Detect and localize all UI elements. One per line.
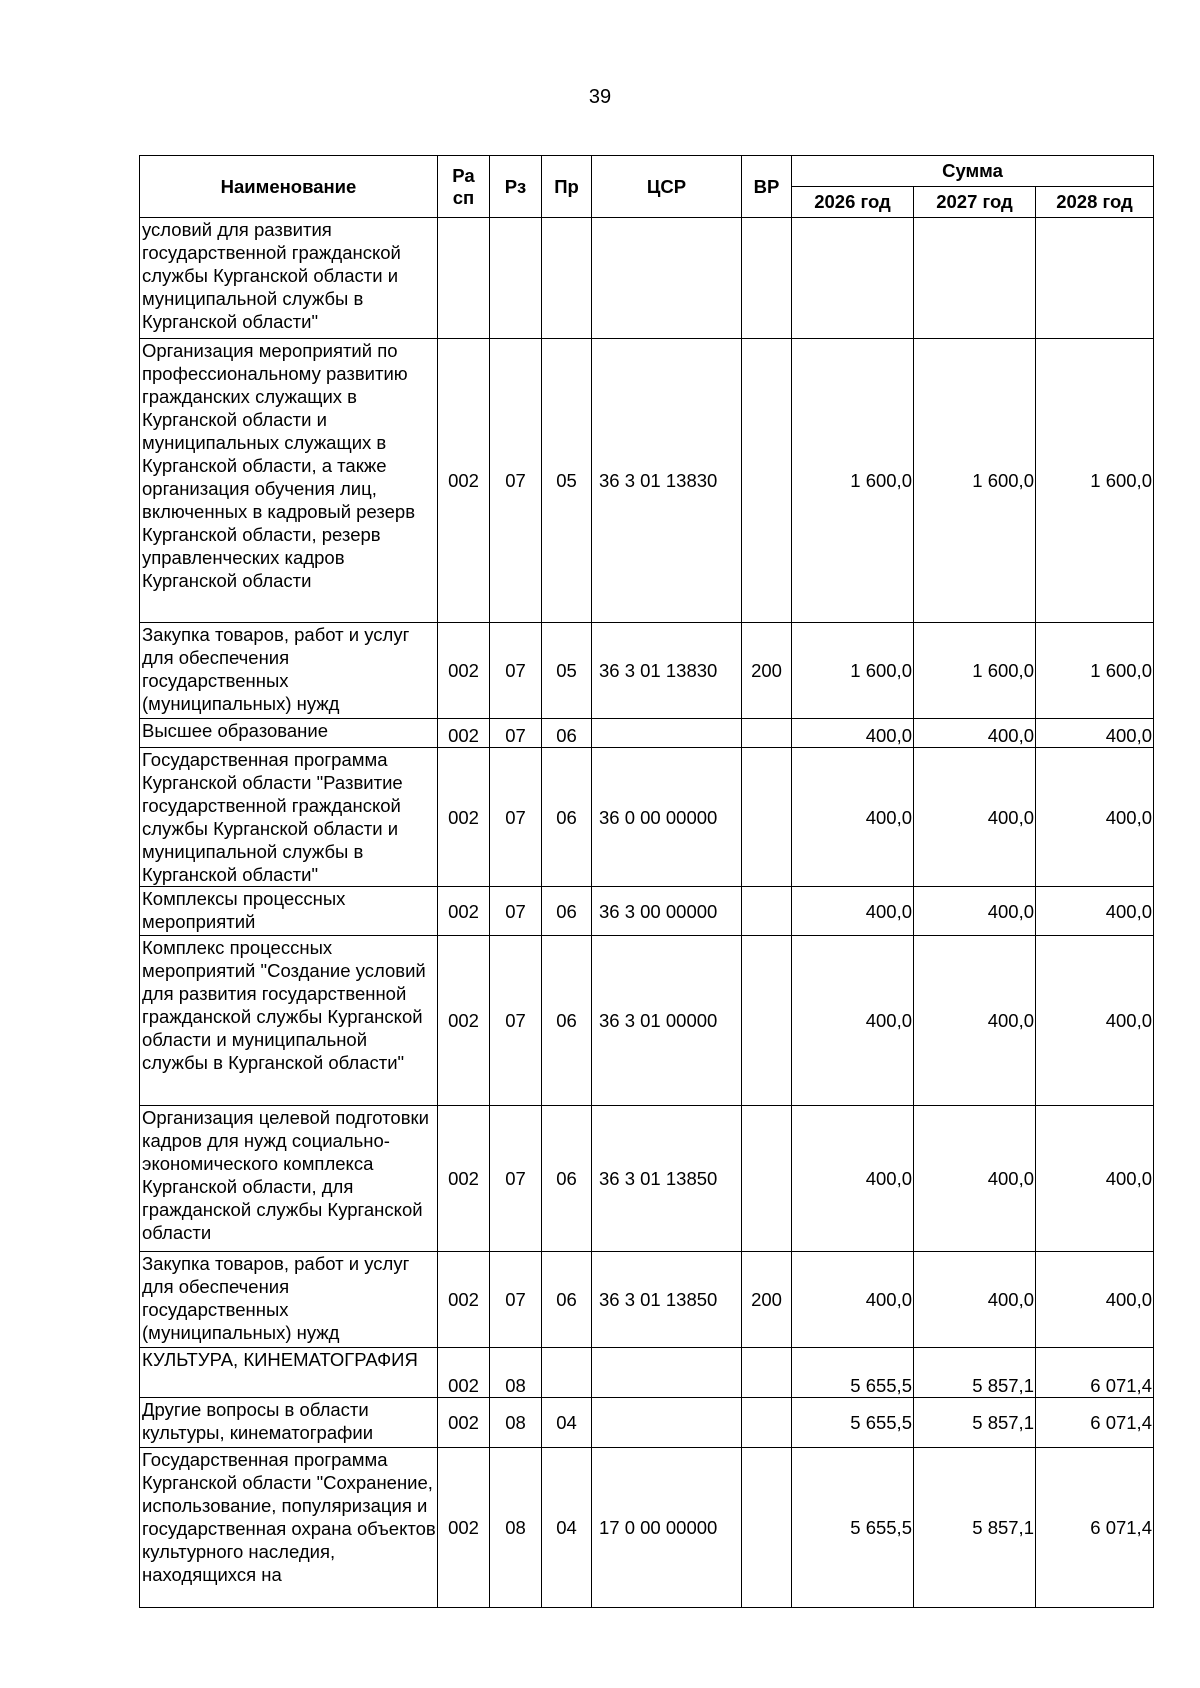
row-value-2028: 400,0	[1036, 1106, 1154, 1252]
row-rz: 07	[490, 339, 542, 623]
header-rasp-bottom: сп	[452, 186, 475, 208]
row-value-2028: 1 600,0	[1036, 623, 1154, 719]
row-pr	[542, 1348, 592, 1398]
row-vr	[742, 719, 792, 748]
table-row	[140, 1348, 1154, 1398]
header-row-top	[140, 156, 1154, 187]
row-value-2026: 400,0	[792, 887, 914, 936]
row-value-2027: 400,0	[914, 936, 1036, 1106]
row-value-2027: 5 857,1	[914, 1348, 1036, 1398]
row-vr	[742, 887, 792, 936]
table-row	[140, 719, 1154, 748]
row-name: Организация мероприятий по профессиональному развитию гражданских служащих в Курганской области и муниципальных служащих в Курганской области, а также организация обучения лиц, включенных в кадровый резерв Курганской области, резерв управленческих кадров Курганской области	[140, 339, 438, 623]
table-row	[140, 1398, 1154, 1448]
row-rz: 07	[490, 748, 542, 887]
row-rasp: 002	[438, 623, 490, 719]
row-pr: 04	[542, 1448, 592, 1608]
header-year-2027: 2027 год	[914, 187, 1036, 218]
row-pr: 06	[542, 1106, 592, 1252]
row-name: условий для развития государственной гражданской службы Курганской области и муниципальной службы в Курганской области"	[140, 218, 438, 339]
header-csr: ЦСР	[592, 156, 742, 218]
row-pr: 06	[542, 748, 592, 887]
row-pr	[542, 218, 592, 339]
row-rasp: 002	[438, 719, 490, 748]
row-value-2028: 400,0	[1036, 887, 1154, 936]
row-name: Высшее образование	[140, 719, 438, 748]
row-rasp: 002	[438, 1398, 490, 1448]
row-rz: 07	[490, 887, 542, 936]
row-value-2027: 1 600,0	[914, 623, 1036, 719]
row-name: Государственная программа Курганской области "Развитие государственной гражданской службы Курганской области и муниципальной службы в Курганской области"	[140, 748, 438, 887]
row-pr: 06	[542, 887, 592, 936]
row-rz: 07	[490, 936, 542, 1106]
row-value-2026: 5 655,5	[792, 1398, 914, 1448]
row-csr: 36 3 00 00000	[592, 887, 742, 936]
row-name: Закупка товаров, работ и услуг для обеспечения государственных (муниципальных) нужд	[140, 623, 438, 719]
row-value-2027: 1 600,0	[914, 339, 1036, 623]
row-value-2027: 5 857,1	[914, 1448, 1036, 1608]
row-value-2027: 400,0	[914, 1106, 1036, 1252]
row-vr	[742, 339, 792, 623]
row-rasp: 002	[438, 339, 490, 623]
row-value-2028: 400,0	[1036, 1252, 1154, 1348]
row-value-2028: 6 071,4	[1036, 1448, 1154, 1608]
row-rasp: 002	[438, 1348, 490, 1398]
row-vr	[742, 1448, 792, 1608]
row-rasp: 002	[438, 936, 490, 1106]
header-year-2028: 2028 год	[1036, 187, 1154, 218]
row-csr	[592, 1398, 742, 1448]
row-value-2028: 6 071,4	[1036, 1398, 1154, 1448]
row-value-2028: 400,0	[1036, 936, 1154, 1106]
row-csr: 36 3 01 00000	[592, 936, 742, 1106]
row-value-2026: 1 600,0	[792, 623, 914, 719]
row-rz: 07	[490, 719, 542, 748]
row-rz: 08	[490, 1448, 542, 1608]
row-name: Комплекс процессных мероприятий "Создание условий для развития государственной гражданской службы Курганской области и муниципальной службы в Курганской области"	[140, 936, 438, 1106]
table-row	[140, 748, 1154, 887]
table-row	[140, 623, 1154, 719]
row-value-2026: 400,0	[792, 1252, 914, 1348]
row-value-2026: 400,0	[792, 936, 914, 1106]
row-value-2027: 400,0	[914, 1252, 1036, 1348]
row-rasp	[438, 218, 490, 339]
table-row	[140, 936, 1154, 1106]
row-value-2027: 400,0	[914, 748, 1036, 887]
row-pr: 06	[542, 1252, 592, 1348]
row-value-2027	[914, 218, 1036, 339]
header-rasp-top: Ра	[452, 164, 475, 186]
row-value-2027: 5 857,1	[914, 1398, 1036, 1448]
header-rasp	[438, 156, 490, 218]
row-value-2026: 1 600,0	[792, 339, 914, 623]
header-year-2026: 2026 год	[792, 187, 914, 218]
row-vr	[742, 936, 792, 1106]
row-value-2026: 400,0	[792, 1106, 914, 1252]
row-csr: 36 3 01 13830	[592, 339, 742, 623]
row-rz	[490, 218, 542, 339]
row-csr: 17 0 00 00000	[592, 1448, 742, 1608]
row-rz: 07	[490, 623, 542, 719]
row-csr	[592, 1348, 742, 1398]
row-value-2028: 1 600,0	[1036, 339, 1154, 623]
row-name: Закупка товаров, работ и услуг для обеспечения государственных (муниципальных) нужд	[140, 1252, 438, 1348]
table-row	[140, 1106, 1154, 1252]
row-value-2027: 400,0	[914, 719, 1036, 748]
row-vr	[742, 218, 792, 339]
row-rasp: 002	[438, 1448, 490, 1608]
header-vr: ВР	[742, 156, 792, 218]
header-name: Наименование	[140, 156, 438, 218]
table-row	[140, 887, 1154, 936]
row-rasp: 002	[438, 748, 490, 887]
row-value-2026	[792, 218, 914, 339]
row-value-2026: 5 655,5	[792, 1348, 914, 1398]
row-csr: 36 3 01 13850	[592, 1106, 742, 1252]
budget-table	[139, 155, 1154, 1608]
row-csr: 36 0 00 00000	[592, 748, 742, 887]
row-pr: 06	[542, 719, 592, 748]
row-value-2026: 400,0	[792, 748, 914, 887]
row-vr	[742, 748, 792, 887]
row-value-2028: 6 071,4	[1036, 1348, 1154, 1398]
row-rz: 08	[490, 1398, 542, 1448]
row-rasp: 002	[438, 887, 490, 936]
row-csr: 36 3 01 13830	[592, 623, 742, 719]
row-name: КУЛЬТУРА, КИНЕМАТОГРАФИЯ	[140, 1348, 438, 1398]
row-rasp: 002	[438, 1252, 490, 1348]
header-rz: Рз	[490, 156, 542, 218]
row-pr: 05	[542, 623, 592, 719]
row-pr: 06	[542, 936, 592, 1106]
row-csr	[592, 719, 742, 748]
row-vr: 200	[742, 623, 792, 719]
row-rz: 07	[490, 1106, 542, 1252]
row-vr	[742, 1348, 792, 1398]
row-csr: 36 3 01 13850	[592, 1252, 742, 1348]
row-name: Комплексы процессных мероприятий	[140, 887, 438, 936]
row-csr	[592, 218, 742, 339]
row-rz: 08	[490, 1348, 542, 1398]
row-value-2027: 400,0	[914, 887, 1036, 936]
row-name: Организация целевой подготовки кадров для нужд социально-экономического комплекса Курганской области, для гражданской службы Курганской области	[140, 1106, 438, 1252]
table-row	[140, 1252, 1154, 1348]
page-number: 39	[588, 86, 612, 108]
table-body	[140, 218, 1154, 1608]
row-value-2028	[1036, 218, 1154, 339]
row-vr	[742, 1106, 792, 1252]
row-name: Другие вопросы в области культуры, кинематографии	[140, 1398, 438, 1448]
row-vr: 200	[742, 1252, 792, 1348]
row-pr: 04	[542, 1398, 592, 1448]
row-value-2026: 5 655,5	[792, 1448, 914, 1608]
header-sum: Сумма	[792, 156, 1154, 187]
table-row	[140, 339, 1154, 623]
row-rasp: 002	[438, 1106, 490, 1252]
header-pr: Пр	[542, 156, 592, 218]
row-rz: 07	[490, 1252, 542, 1348]
row-value-2026: 400,0	[792, 719, 914, 748]
row-vr	[742, 1398, 792, 1448]
row-value-2028: 400,0	[1036, 719, 1154, 748]
row-name: Государственная программа Курганской области "Сохранение, использование, популяризация и государственная охрана объектов культурного наследия, находящихся на	[140, 1448, 438, 1608]
row-pr: 05	[542, 339, 592, 623]
row-value-2028: 400,0	[1036, 748, 1154, 887]
table-row	[140, 218, 1154, 339]
table-row	[140, 1448, 1154, 1608]
